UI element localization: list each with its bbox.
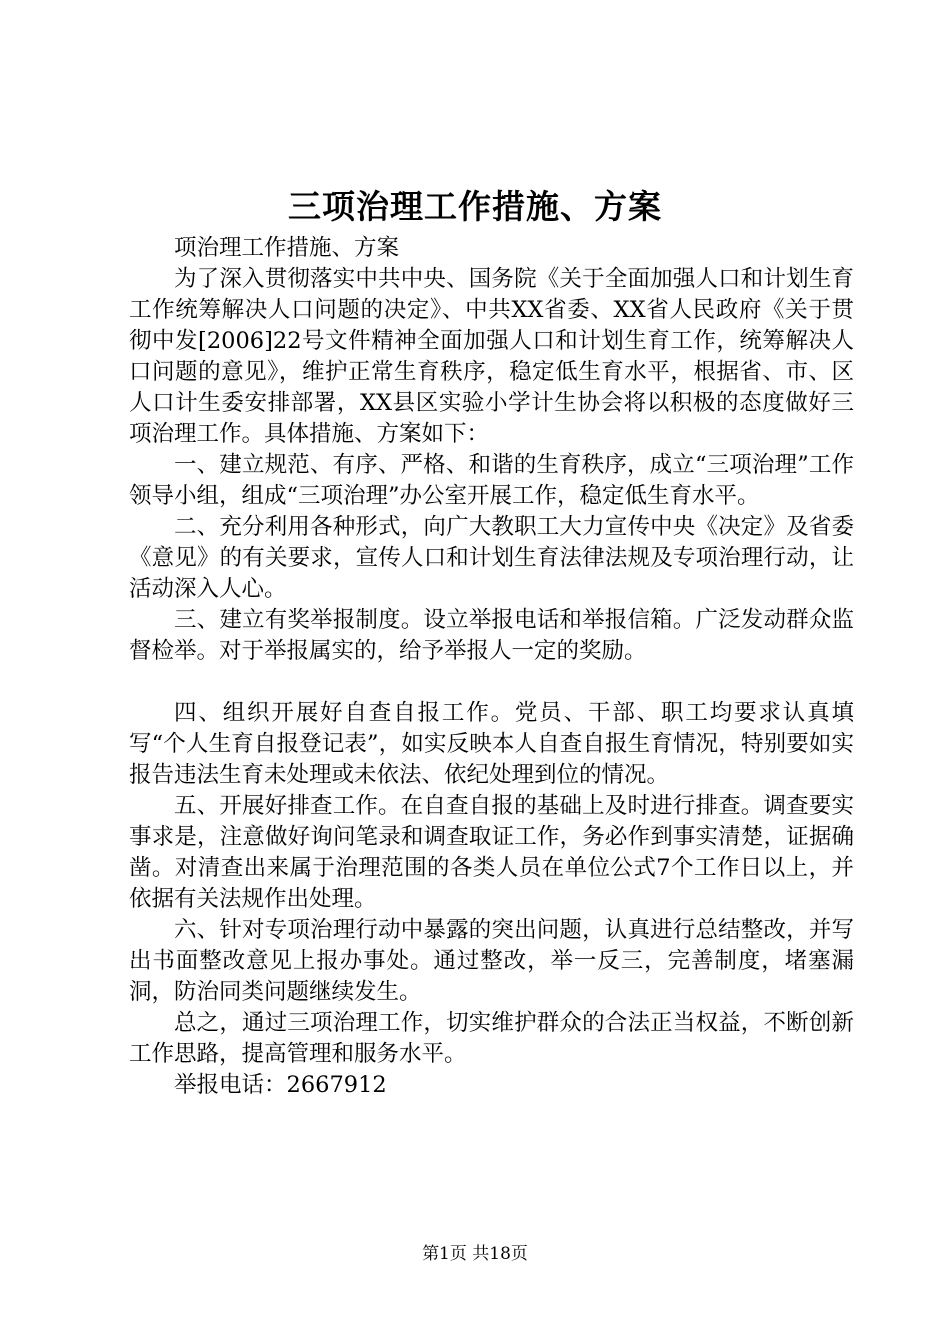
document-body: [129, 233, 854, 1101]
document-title: 三项治理工作措施、方案: [288, 187, 662, 226]
paragraph-item-2: 二、充分利用各种形式，向广大教职工大力宣传中央《决定》及省委《意见》的有关要求，宣传人口和计划生育法律法规及专项治理行动，让活动深入人心。: [129, 514, 854, 602]
paragraph-subtitle: 项治理工作措施、方案: [174, 235, 400, 261]
paragraph-item-5: 五、开展好排查工作。在自查自报的基础上及时进行排查。调查要实事求是，注意做好询问笔录和调查取证工作，务必作到事实清楚，证据确凿。对清查出来属于治理范围的各类人员在单位公式7个工作日以上，并依据有关法规作出处理。: [129, 793, 854, 912]
paragraph-item-4: 四、组织开展好自查自报工作。党员、干部、职工均要求认真填写“个人生育自报登记表”，如实反映本人自查自报生育情况，特别要如实报告违法生育未处理或未依法、依纪处理到位的情况。: [129, 700, 854, 788]
paragraph-item-3: 三、建立有奖举报制度。设立举报电话和举报信箱。广泛发动群众监督检举。对于举报属实的，给予举报人一定的奖励。: [129, 607, 854, 664]
paragraph-item-6: 六、针对专项治理行动中暴露的突出问题，认真进行总结整改，并写出书面整改意见上报办事处。通过整改，举一反三，完善制度，堵塞漏洞，防治同类问题继续发生。: [129, 917, 854, 1005]
paragraph-intro: 为了深入贯彻落实中共中央、国务院《关于全面加强人口和计划生育工作统筹解决人口问题的决定》、中共XX省委、XX省人民政府《关于贯彻中发[2006]22号文件精神全面加强人口和计划生育工作，统筹解决人口问题的意见》，维护正常生育秩序，稳定低生育水平，根据省、市、区人口计生委安排部署，XX县区实验小学计生协会将以积极的态度做好三项治理工作。具体措施、方案如下：: [129, 266, 854, 447]
page-footer: [0, 1241, 950, 1267]
paragraph-item-1: 一、建立规范、有序、严格、和谐的生育秩序，成立“三项治理”工作领导小组，组成“三项治理”办公室开展工作，稳定低生育水平。: [129, 452, 854, 509]
paragraph-hotline: 举报电话：2667912: [174, 1072, 387, 1098]
page-number-label: 第1页 共18页: [422, 1244, 528, 1264]
paragraph-summary: 总之，通过三项治理工作，切实维护群众的合法正当权益，不断创新工作思路，提高管理和服务水平。: [129, 1010, 854, 1067]
